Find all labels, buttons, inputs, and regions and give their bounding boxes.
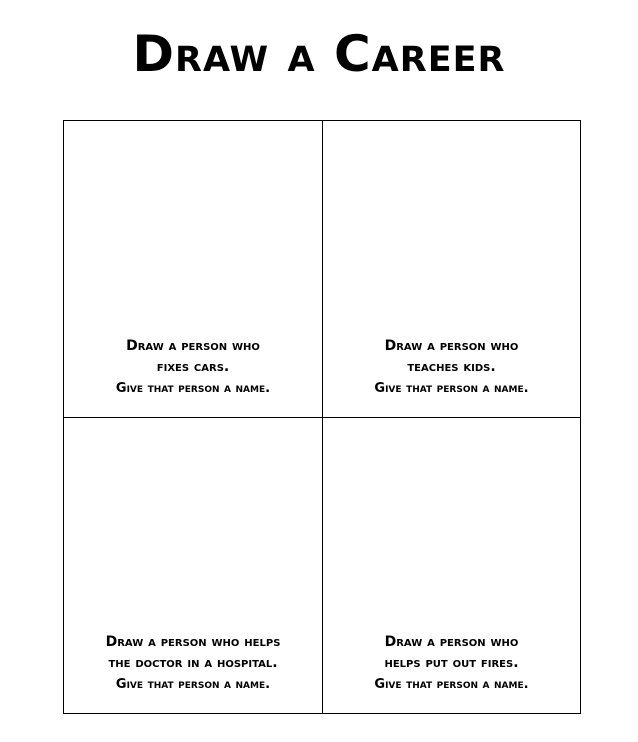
prompt-line-1: Draw a person who helps bbox=[105, 634, 281, 650]
prompt-line-1: Draw a person who bbox=[126, 338, 260, 354]
drawing-box-mechanic[interactable] bbox=[64, 121, 323, 418]
prompt-line-2: helps put out fires. bbox=[384, 655, 519, 671]
prompt-line-1: Draw a person who bbox=[384, 338, 519, 354]
drawing-box-firefighter[interactable] bbox=[323, 418, 580, 713]
prompt-line-3: Give that person a name. bbox=[374, 677, 529, 692]
drawing-box-nurse[interactable] bbox=[64, 418, 323, 713]
prompt-line-1: Draw a person who bbox=[384, 634, 519, 650]
prompt-text bbox=[64, 336, 322, 399]
prompt-line-3: Give that person a name. bbox=[115, 677, 271, 692]
prompt-line-2: fixes cars. bbox=[156, 359, 230, 375]
prompt-line-3: Give that person a name. bbox=[374, 381, 529, 396]
prompt-text bbox=[323, 632, 580, 695]
prompt-text bbox=[64, 632, 322, 695]
prompt-line-3: Give that person a name. bbox=[115, 381, 271, 396]
prompt-line-2: teaches kids. bbox=[407, 359, 496, 375]
prompt-text bbox=[323, 336, 580, 399]
drawing-grid bbox=[63, 120, 581, 714]
drawing-box-teacher[interactable] bbox=[323, 121, 580, 418]
page-title: Draw a Career bbox=[132, 25, 506, 83]
prompt-line-2: the doctor in a hospital. bbox=[108, 655, 278, 671]
